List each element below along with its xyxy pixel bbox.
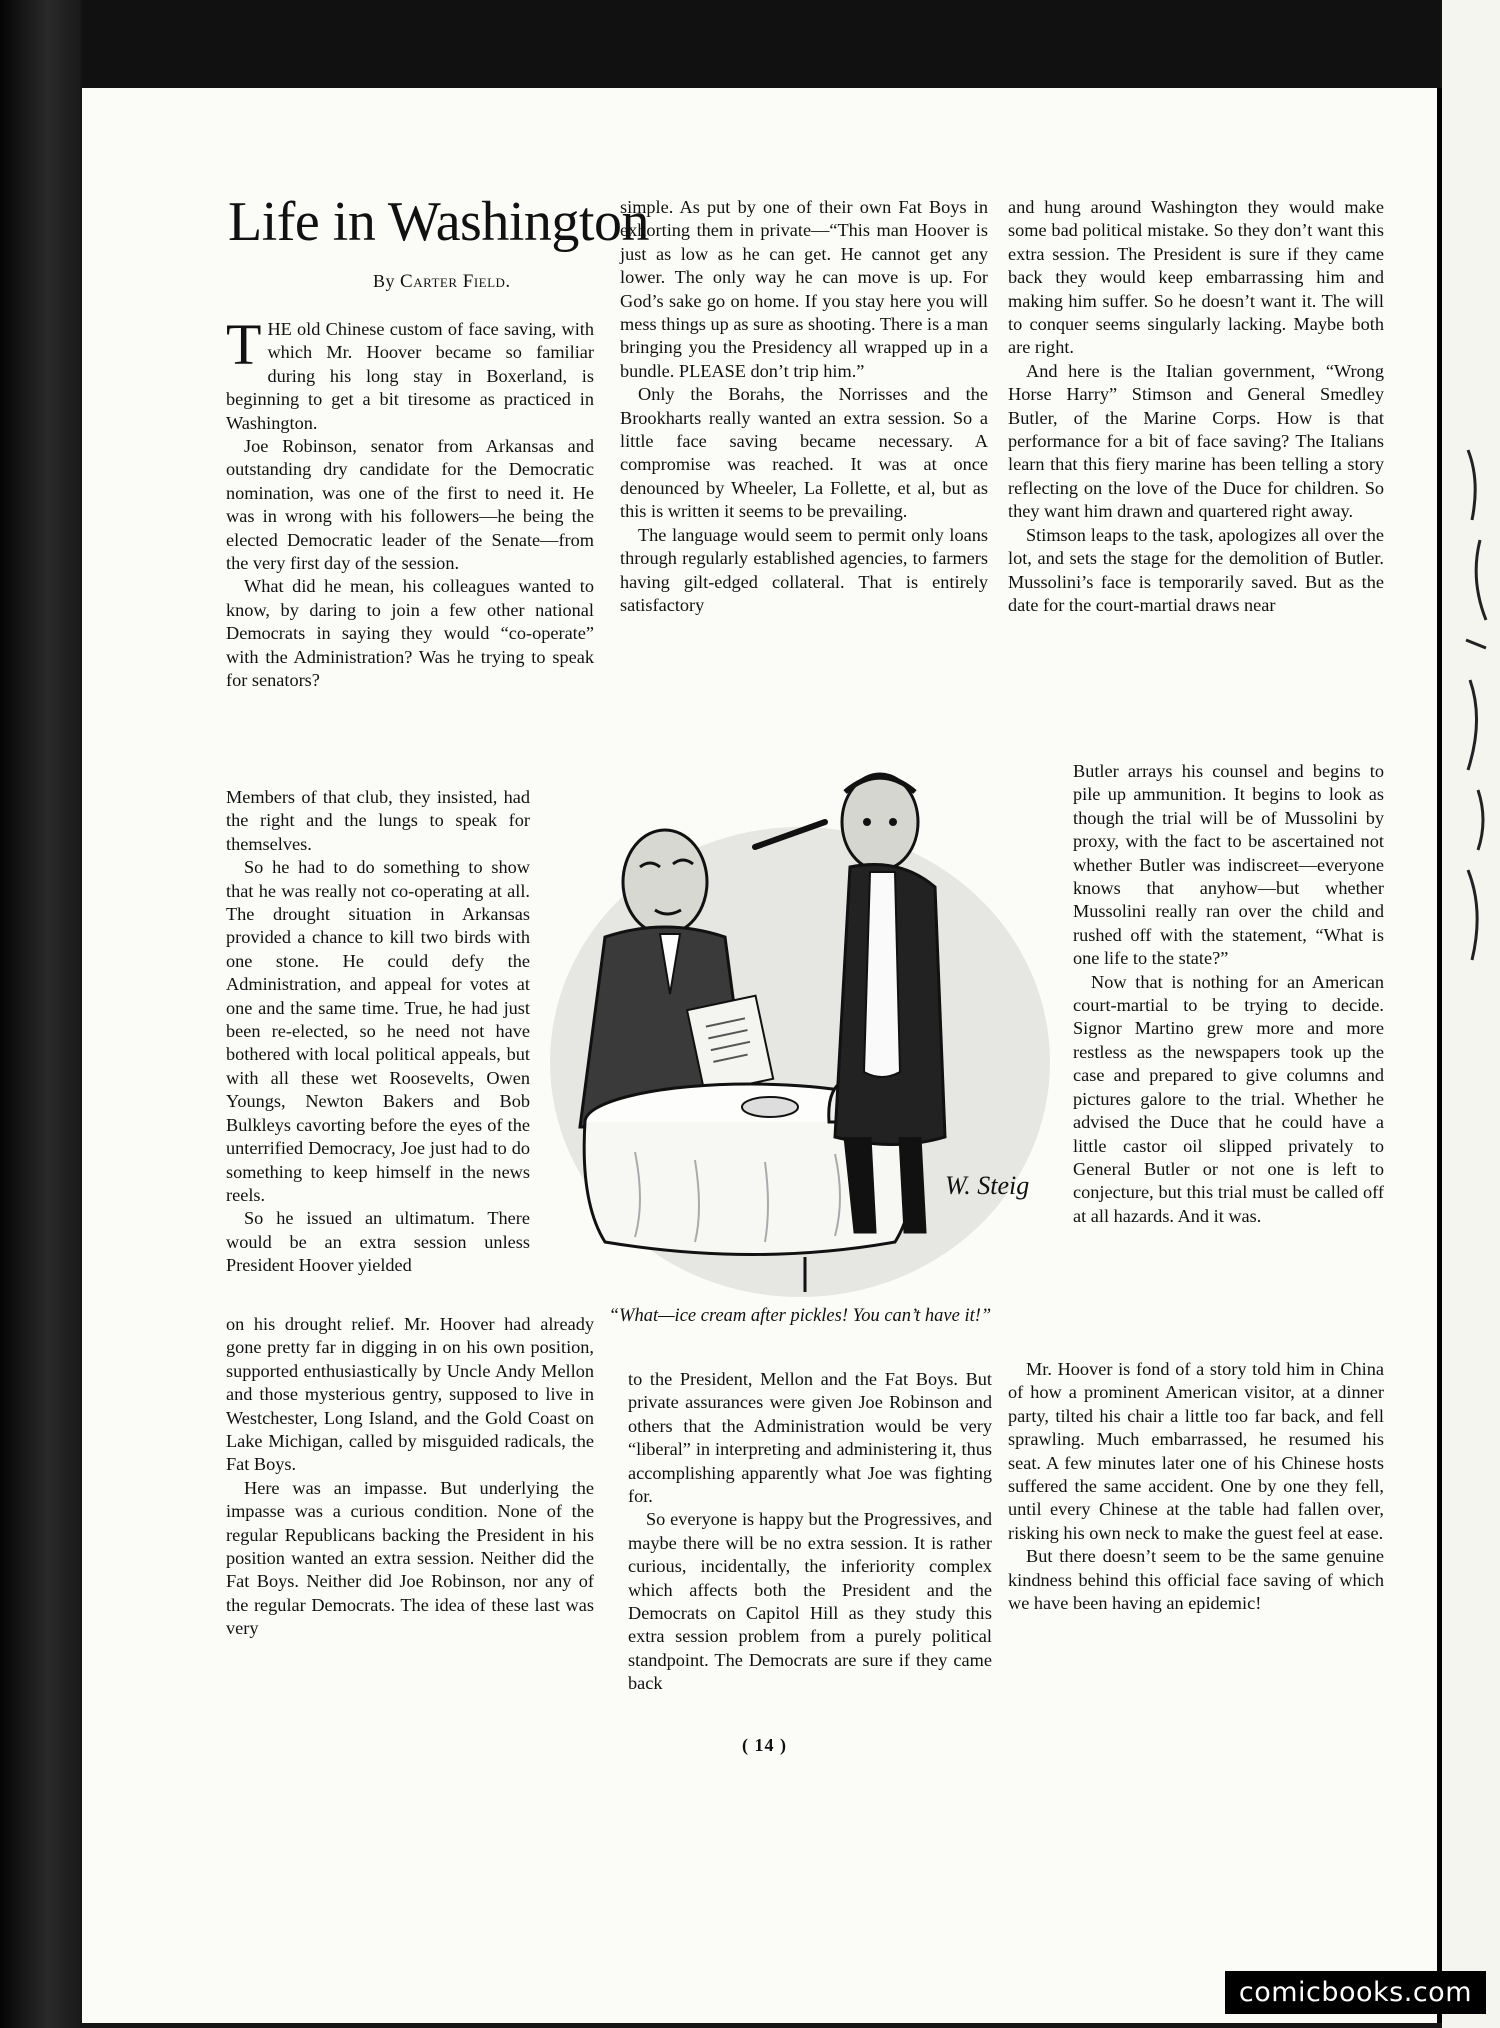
paragraph: Mr. Hoover is fond of a story told him in China of how a prominent American visitor, at a dinner party, tilted his chair a little too far back, and fell sprawling. Much embarrassed, he resumed his seat. A few minutes later one of his Chinese hosts suffered the same accident. One by one they fell, until every Chinese at the table had fallen over, risking his own neck to make the guest feel at ease.	[1008, 1359, 1384, 1543]
seated-man-head	[623, 830, 707, 934]
paragraph: and hung around Washington they would make some bad political mistake. So they don’t want this extra session. The President is sure if they came back they would keep embarrassing him and making him suffer. So he doesn’t want it. The will to conquer seems singularly lacking. Maybe both are right.	[1008, 197, 1384, 358]
byline-author: Carter Field.	[400, 271, 511, 292]
paragraph: But there doesn’t seem to be the same genuine kindness behind this official face saving of which we have been having an epidemic!	[1008, 1546, 1384, 1614]
column-3-top	[1008, 196, 1384, 617]
paragraph: Stimson leaps to the task, apologizes all over the lot, and sets the stage for the demolition of Butler. Mussolini’s face is temporarily saved. But as the date for the court-martial draws near	[1008, 524, 1384, 615]
paragraph: simple. As put by one of their own Fat Boys in exhorting them in private—“This man Hoover is just as low as he can get. He cannot get any lower. The only way he can move is up. For God’s sake go on home. If you stay here you will mess things up as sure as shooting. There is a man bringing you the Presidency all wrapped up in a bundle. PLEASE don’t trip him.”	[620, 197, 988, 381]
paragraph: So he had to do something to show that he was really not co-operating at all. The drought situation in Arkansas provided a chance to kill two birds with one stone. He could defy the Administration, and appeal for votes at one and the same time. True, he had just been re-elected, so he need not have bothered with local political appeals, but with all these wet Roosevelts, Owen Youngs, Newton Bakers and Bob Bulkleys cavorting before the eyes of the unterrified Democracy, Joe just had to do something to keep himself in the news reels.	[226, 857, 530, 1205]
paragraph: The language would seem to permit only loans through regularly established agencies, to farmers having gilt-edged collateral. That is entirely satisfactory	[620, 524, 988, 615]
cup	[742, 1097, 798, 1117]
article-title: Life in Washington	[228, 191, 649, 253]
page-number: ( 14 )	[742, 1735, 787, 1755]
paragraph: Members of that club, they insisted, had the right and the lungs to speak for themselves.	[226, 787, 530, 854]
waiter-apron	[864, 872, 900, 1077]
paragraph: on his drought relief. Mr. Hoover had already gone pretty far in digging in on his own position, supported enthusiastically by Uncle Andy Mellon and those mysterious gentry, supposed to live in Westchester, Long Island, and the Gold Coast on Lake Michigan, called by misguided radicals, the Fat Boys.	[226, 1314, 594, 1475]
adjacent-page-drawing	[1458, 430, 1494, 970]
paragraph: Here was an impasse. But underlying the impasse was a curious condition. None of the regular Republicans backing the President in his position wanted an extra session. Neither did the Fat Boys. Neither did Joe Robinson, nor any of the regular Democrats. The idea of these last was very	[226, 1477, 594, 1639]
column-1-top	[226, 312, 594, 693]
watermark: comicbooks.com	[1225, 1971, 1486, 2014]
column-2-top	[620, 196, 988, 617]
byline	[373, 271, 511, 293]
cartoon-caption: “What—ice cream after pickles! You can’t have it!”	[608, 1306, 992, 1326]
paragraph: to the President, Mellon and the Fat Boys. But private assurances were given Joe Robinson and others that the Administration would be very “liberal” in interpreting and administering it, thus accomplishing apparently what Joe was fighting for.	[628, 1369, 992, 1507]
cartoon-illustration	[545, 762, 1060, 1300]
paragraph: Only the Borahs, the Norrisses and the Brookharts really wanted an extra session. So a little face saving became necessary. A compromise was reached. It was at once denounced by Wheeler, La Follette, et al, but as this is written it seems to be prevailing.	[620, 384, 988, 522]
column-2-bottom	[628, 1368, 992, 1696]
adjacent-page-edge	[1442, 0, 1500, 2028]
paragraph: So everyone is happy but the Progressives, and maybe there will be no extra session. It is rather curious, incidentally, the inferiority complex which affects both the President and the Democrats on Capitol Hill as they study this extra session problem from a purely political standpoint. The Democrats are sure if they came back	[628, 1509, 992, 1694]
paragraph: Butler arrays his counsel and begins to pile up ammunition. It begins to look as though the trial will be of Mussolini by proxy, with the fact to be ascertained not whether Butler was indiscreet—everyone knows that anyhow—but whether Mussolini really ran over the child and rushed off with the statement, “What is one life to the state?”	[1073, 761, 1384, 969]
paragraph: And here is the Italian government, “Wrong Horse Harry” Stimson and General Smedley Butler, of the Marine Corps. How is that performance for a bit of face saving? The Italians learn that this fiery marine has been telling a story reflecting on the love of the Duce for children. So they want him drawn and quartered right away.	[1008, 360, 1384, 522]
paragraph: Now that is nothing for an American court-martial to be trying to decide. Signor Martino grew more and more restless as the newspapers took up the case and prepared to give columns and pictures galore to the trial. Whether he advised the Duce that he could have a little castor oil slipped privately to General Butler or not one is left to conjecture, but this trial must be called off at all hazards. And it was.	[1073, 971, 1384, 1226]
artist-signature: W. Steig	[945, 1171, 1030, 1200]
drop-cap: T	[226, 312, 262, 377]
paragraph: So he issued an ultimatum. There would be an extra session unless President Hoover yielded	[226, 1208, 530, 1276]
paragraph: Joe Robinson, senator from Arkansas and outstanding dry candidate for the Democratic nomination, was one of the first to need it. He was in wrong with his followers—he being the elected Democratic leader of the Senate—from the very first day of the session.	[226, 436, 594, 574]
paragraph: What did he mean, his colleagues wanted to know, by daring to join a few other national Democrats in saying they would “co-operate” with the Administration? Was he trying to speak for senators?	[226, 576, 594, 691]
byline-prefix: By	[373, 271, 396, 291]
scan-top-edge	[82, 0, 1442, 88]
column-1-wrap	[226, 786, 530, 1278]
column-1-bottom	[226, 1313, 594, 1641]
scan-left-edge	[0, 0, 80, 2028]
column-3-wrap	[1073, 760, 1384, 1228]
column-3-bottom	[1008, 1358, 1384, 1615]
paragraph: THE old Chinese custom of face saving, with which Mr. Hoover became so familiar during his long stay in Boxerland, is beginning to get a bit tiresome as practiced in Washington.	[226, 312, 594, 433]
